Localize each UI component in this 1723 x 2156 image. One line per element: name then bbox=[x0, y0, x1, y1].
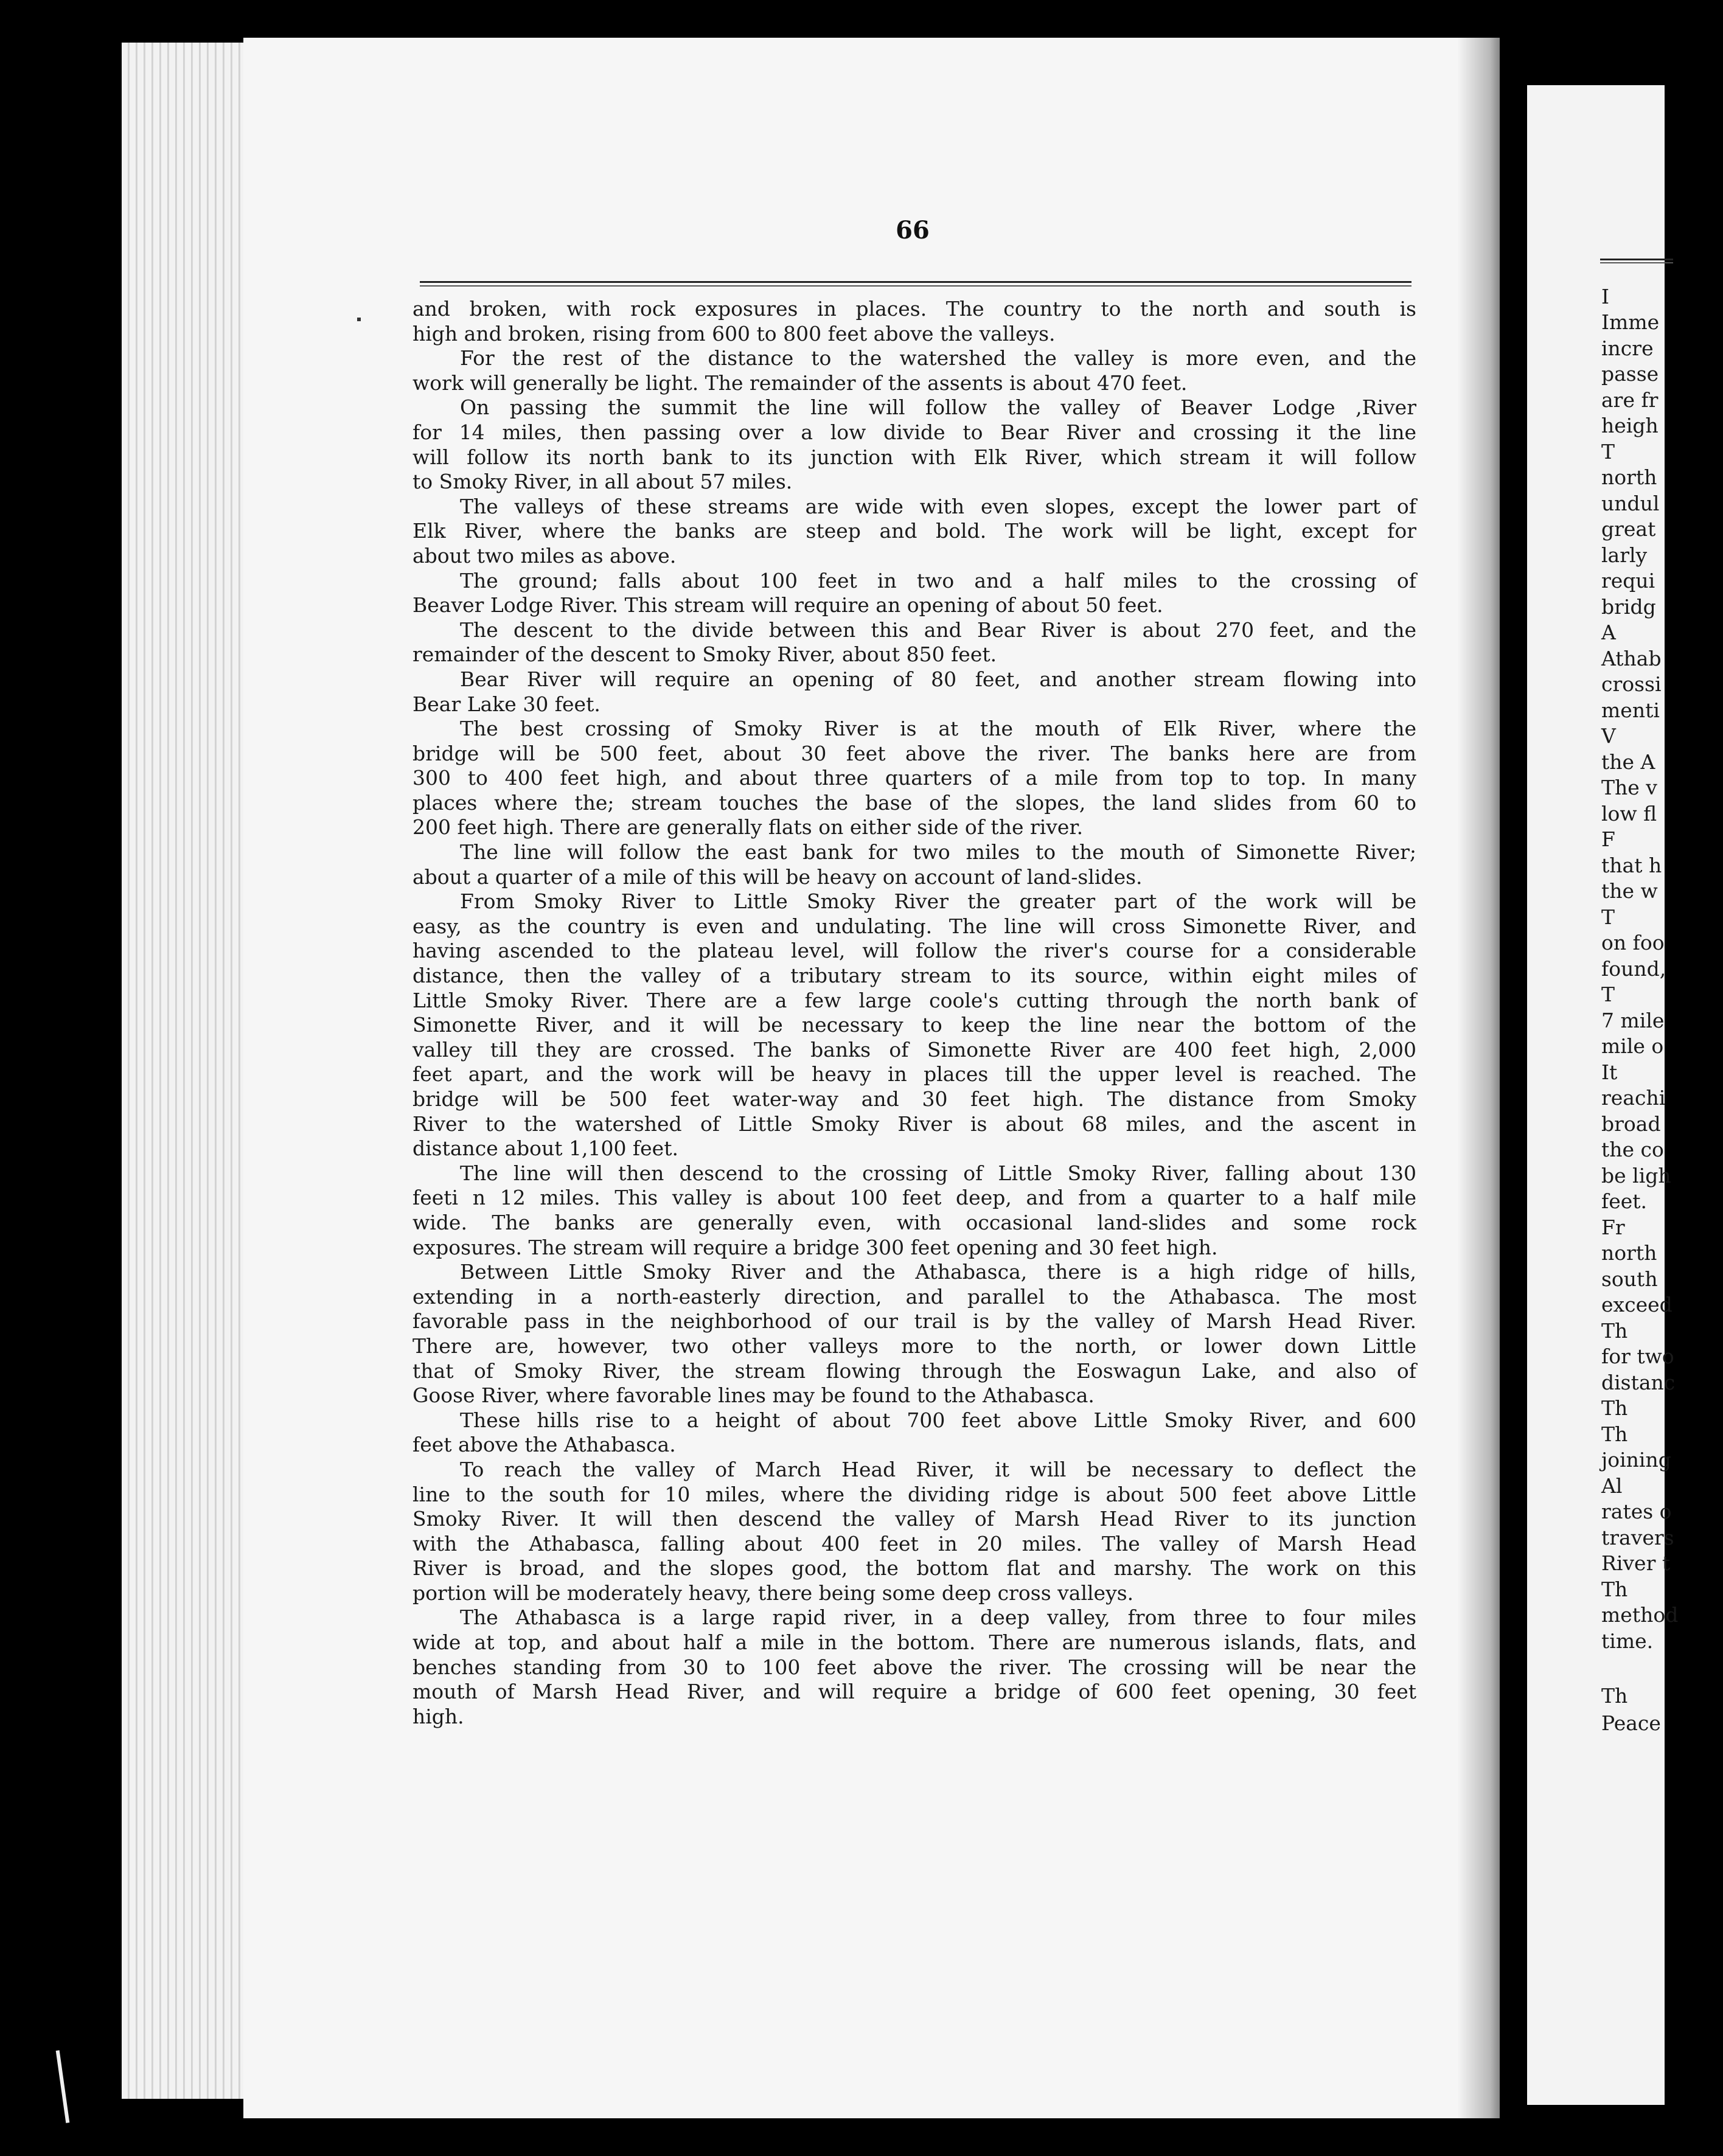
text-line: portion will be moderately heavy, there being some deep cross valleys. bbox=[412, 1580, 1134, 1605]
text-line: bridge will be 500 feet, about 30 feet above the river. The banks here are from bbox=[412, 741, 1416, 765]
text-line: that of Smoky River, the stream flowing through the Eoswagun Lake, and also of bbox=[412, 1358, 1416, 1383]
text-line: bridge will be 500 feet water-way and 30 feet high. The distance from Smoky bbox=[412, 1087, 1416, 1111]
text-line: On passing the summit the line will follow the valley of Beaver Lodge ,River bbox=[460, 395, 1416, 420]
text-line: work will generally be light. The remainder of the assents is about 470 feet. bbox=[412, 370, 1188, 395]
text-line: To reach the valley of March Head River, it will be necessary to deflect the bbox=[460, 1457, 1416, 1481]
right-page-line-fragment: for two bbox=[1601, 1344, 1674, 1368]
text-line: about a quarter of a mile of this will be heavy on account of land-slides. bbox=[412, 864, 1143, 889]
right-page-line-fragment: River t bbox=[1601, 1551, 1671, 1575]
right-page-line-fragment: Th bbox=[1601, 1319, 1628, 1343]
right-page-line-fragment: be ligh bbox=[1601, 1164, 1671, 1188]
right-page-line-fragment: T bbox=[1601, 905, 1615, 929]
right-page-line-fragment: F bbox=[1601, 827, 1615, 851]
right-page-line-fragment: exceed bbox=[1601, 1293, 1673, 1316]
right-page-line-fragment: It bbox=[1601, 1060, 1618, 1084]
text-line: mouth of Marsh Head River, and will require a bridge of 600 feet opening, 30 feet bbox=[412, 1680, 1416, 1704]
text-line: Bear River will require an opening of 80 feet, and another stream flowing into bbox=[460, 667, 1416, 691]
text-line: River is broad, and the slopes good, the bottom flat and marshy. The work on this bbox=[412, 1556, 1416, 1580]
text-line: The Athabasca is a large rapid river, in a deep valley, from three to four miles bbox=[460, 1605, 1416, 1630]
text-line: 300 to 400 feet high, and about three quarters of a mile from top to top. In many bbox=[412, 766, 1416, 790]
right-page-line-fragment: incre bbox=[1601, 336, 1654, 360]
right-page-line-fragment: The v bbox=[1601, 776, 1657, 799]
text-line: feeti n 12 miles. This valley is about 100 feet deep, and from a quarter to a half mile bbox=[412, 1186, 1416, 1210]
right-page-line-fragment: distanc bbox=[1601, 1371, 1676, 1394]
right-page-line-fragment: method bbox=[1601, 1603, 1679, 1627]
text-line: line to the south for 10 miles, where the dividing ridge is about 500 feet above Little bbox=[412, 1482, 1416, 1506]
text-line: The best crossing of Smoky River is at the mouth of Elk River, where the bbox=[460, 717, 1416, 741]
text-line: Goose River, where favorable lines may be found to the Athabasca. bbox=[412, 1383, 1095, 1408]
text-line: about two miles as above. bbox=[412, 543, 677, 568]
right-page-line-fragment: Fr bbox=[1601, 1215, 1625, 1239]
text-line: wide. The banks are generally even, with occasional land-slides and some rock bbox=[412, 1210, 1416, 1234]
right-page-line-fragment: are fr bbox=[1601, 388, 1659, 412]
right-page-line-fragment: larly bbox=[1601, 543, 1648, 567]
text-line: feet apart, and the work will be heavy in places till the upper level is reached. The bbox=[412, 1062, 1416, 1087]
right-page-line-fragment: Th bbox=[1601, 1577, 1628, 1601]
right-page-line-fragment: Th bbox=[1601, 1422, 1628, 1446]
text-line: benches standing from 30 to 100 feet above the river. The crossing will be near the bbox=[412, 1655, 1416, 1679]
gutter-shadow bbox=[1457, 38, 1512, 2118]
right-page-line-fragment: mile o bbox=[1601, 1034, 1664, 1058]
text-line: The valleys of these streams are wide with even slopes, except the lower part of bbox=[460, 494, 1416, 518]
right-page-line-fragment: 7 mile bbox=[1601, 1009, 1665, 1032]
text-line: The ground; falls about 100 feet in two and a half miles to the crossing of bbox=[460, 568, 1416, 593]
right-page-line-fragment: broad bbox=[1601, 1112, 1661, 1136]
right-page-line-fragment: on foo bbox=[1601, 931, 1665, 955]
text-line: feet above the Athabasca. bbox=[412, 1433, 676, 1457]
right-page-line-fragment: reachi bbox=[1601, 1086, 1666, 1110]
text-line: distance, then the valley of a tributary stream to its source, within eight miles of bbox=[412, 964, 1416, 988]
text-line: favorable pass in the neighborhood of our trail is by the valley of Marsh Head River. bbox=[412, 1309, 1416, 1334]
right-page-line-fragment: travers bbox=[1601, 1526, 1674, 1549]
text-line: and broken, with rock exposures in places. The country to the north and south is bbox=[412, 297, 1416, 321]
right-page-line-fragment: rates o bbox=[1601, 1500, 1672, 1523]
text-line: having ascended to the plateau level, will follow the river's course for a considerable bbox=[412, 939, 1416, 963]
right-page-line-fragment: time. bbox=[1601, 1629, 1654, 1653]
right-page-line-fragment: Al bbox=[1601, 1474, 1623, 1498]
right-page-line-fragment: T bbox=[1601, 440, 1615, 464]
right-page-line-fragment: passe bbox=[1601, 362, 1659, 386]
text-line: extending in a north-easterly direction, and parallel to the Athabasca. The most bbox=[412, 1284, 1416, 1309]
right-page-line-fragment: Th bbox=[1601, 1684, 1628, 1708]
text-line: River to the watershed of Little Smoky River is about 68 miles, and the ascent in bbox=[412, 1111, 1416, 1136]
right-page-line-fragment: Th bbox=[1601, 1396, 1628, 1420]
text-line: high. bbox=[412, 1704, 464, 1728]
text-line: valley till they are crossed. The banks of Simonette River are 400 feet high, 2,000 bbox=[412, 1037, 1416, 1062]
text-line: distance about 1,100 feet. bbox=[412, 1136, 678, 1161]
right-page-line-fragment: I bbox=[1601, 285, 1610, 308]
text-line: Beaver Lodge River. This stream will require an opening of about 50 feet. bbox=[412, 593, 1163, 617]
right-page-rule bbox=[1600, 259, 1673, 265]
right-page-line-fragment: joining bbox=[1601, 1448, 1671, 1472]
text-line: Little Smoky River. There are a few large coole's cutting through the north bank of bbox=[412, 988, 1416, 1012]
right-page-line-fragment: Athab bbox=[1601, 647, 1662, 670]
right-page-line-fragment: found, bbox=[1601, 957, 1666, 981]
margin-mark bbox=[357, 318, 361, 321]
text-line: The descent to the divide between this and Bear River is about 270 feet, and the bbox=[460, 617, 1416, 642]
text-line: to Smoky River, in all about 57 miles. bbox=[412, 470, 793, 494]
text-line: with the Athabasca, falling about 400 feet in 20 miles. The valley of Marsh Head bbox=[412, 1531, 1416, 1556]
text-line: From Smoky River to Little Smoky River the greater part of the work will be bbox=[460, 889, 1416, 914]
right-page-line-fragment: heigh bbox=[1601, 414, 1659, 437]
right-page-line-fragment: T bbox=[1601, 982, 1615, 1006]
book-page-right-partial bbox=[1527, 85, 1679, 2105]
right-page-line-fragment: low fl bbox=[1601, 802, 1657, 826]
right-page-line-fragment: the A bbox=[1601, 750, 1655, 774]
text-line: Between Little Smoky River and the Athabasca, there is a high ridge of hills, bbox=[460, 1260, 1416, 1284]
right-page-line-fragment: menti bbox=[1601, 698, 1660, 722]
text-line: There are, however, two other valleys more to the north, or lower down Little bbox=[412, 1334, 1416, 1358]
text-line: The line will follow the east bank for two miles to the mouth of Simonette River; bbox=[460, 840, 1416, 864]
right-page-line-fragment: south bbox=[1601, 1267, 1658, 1291]
text-line: exposures. The stream will require a bridge 300 feet opening and 30 feet high. bbox=[412, 1235, 1218, 1259]
text-line: Smoky River. It will then descend the valley of Marsh Head River to its junction bbox=[412, 1507, 1416, 1531]
right-page-line-fragment: undul bbox=[1601, 492, 1660, 515]
text-line: For the rest of the distance to the watershed the valley is more even, and the bbox=[460, 346, 1416, 370]
text-line: high and broken, rising from 600 to 800 feet above the valleys. bbox=[412, 321, 1056, 346]
right-page-line-fragment: A bbox=[1601, 621, 1616, 644]
right-page-line-fragment: requi bbox=[1601, 569, 1655, 593]
page-number: 66 bbox=[896, 216, 930, 245]
right-page-line-fragment: the w bbox=[1601, 879, 1658, 903]
right-page-line-fragment: V bbox=[1601, 724, 1616, 748]
text-line: Simonette River, and it will be necessary to keep the line near the bottom of the bbox=[412, 1013, 1416, 1037]
right-page-line-fragment: Imme bbox=[1601, 310, 1660, 334]
text-line: wide at top, and about half a mile in the bottom. There are numerous islands, flats, and bbox=[412, 1630, 1416, 1655]
right-page-line-fragment: the co bbox=[1601, 1138, 1664, 1161]
text-line: Bear Lake 30 feet. bbox=[412, 692, 600, 716]
text-line: 200 feet high. There are generally flats on either side of the river. bbox=[412, 815, 1084, 840]
text-line: for 14 miles, then passing over a low divide to Bear River and crossing it the line bbox=[412, 420, 1416, 444]
text-line: Elk River, where the banks are steep and bold. The work will be light, except for bbox=[412, 519, 1416, 543]
main-text-block bbox=[412, 297, 1416, 1729]
right-page-line-fragment: great bbox=[1601, 517, 1656, 541]
text-line: easy, as the country is even and undulating. The line will cross Simonette River, and bbox=[412, 914, 1416, 938]
right-page-line-fragment: feet. bbox=[1601, 1189, 1648, 1213]
right-page-line-fragment: north bbox=[1601, 1241, 1657, 1265]
right-page-line-fragment: Peace bbox=[1601, 1711, 1661, 1735]
right-page-line-fragment: crossi bbox=[1601, 672, 1662, 696]
text-line: These hills rise to a height of about 700 feet above Little Smoky River, and 600 bbox=[460, 1408, 1416, 1432]
header-double-rule bbox=[420, 281, 1411, 288]
text-line: remainder of the descent to Smoky River, about 850 feet. bbox=[412, 642, 997, 667]
scan-artifact-mark bbox=[56, 2050, 70, 2123]
text-line: The line will then descend to the crossing of Little Smoky River, falling about 130 bbox=[460, 1161, 1416, 1185]
right-page-line-fragment: that h bbox=[1601, 854, 1662, 877]
text-line: will follow its north bank to its junction with Elk River, which stream it will follow bbox=[412, 445, 1416, 469]
right-page-line-fragment: bridg bbox=[1601, 595, 1656, 619]
text-line: places where the; stream touches the base of the slopes, the land slides from 60 to bbox=[412, 790, 1416, 815]
right-page-line-fragment: north bbox=[1601, 465, 1657, 489]
